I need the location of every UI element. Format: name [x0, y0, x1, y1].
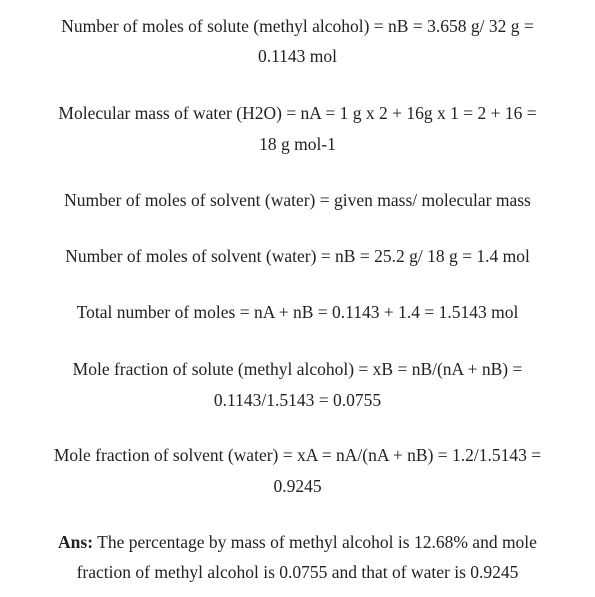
solute-moles-result: 0.1143 mol [257, 46, 338, 66]
answer-label: Ans: [58, 532, 94, 552]
solute-mole-fraction-line: Mole fraction of solute (methyl alcohol) = xB = nB/(nA + nB) = [72, 359, 523, 379]
solvent-moles-formula: Number of moles of solvent (water) = given mass/ molecular mass [64, 190, 531, 210]
water-molecular-mass-line: Molecular mass of water (H2O) = nA = 1 g x 2 + 16g x 1 = 2 + 16 = [58, 103, 537, 123]
total-moles-line: Total number of moles = nA + nB = 0.1143 + 1.4 = 1.5143 mol [76, 302, 519, 322]
solute-moles-line: Number of moles of solute (methyl alcohol) = nB = 3.658 g/ 32 g = [61, 16, 534, 36]
solute-mole-fraction-result: 0.1143/1.5143 = 0.0755 [213, 390, 382, 410]
water-molecular-mass-result: 18 g mol-1 [259, 134, 336, 154]
solvent-mole-fraction-result: 0.9245 [273, 476, 322, 496]
solvent-mole-fraction-line: Mole fraction of solvent (water) = xA = nA/(nA + nB) = 1.2/1.5143 = [53, 445, 542, 465]
answer-line-1 [0, 531, 595, 553]
answer-line-2: fraction of methyl alcohol is 0.0755 and that of water is 0.9245 [76, 562, 519, 582]
solvent-moles-line: Number of moles of solvent (water) = nB = 25.2 g/ 18 g = 1.4 mol [65, 246, 530, 266]
answer-text-1: The percentage by mass of methyl alcohol is 12.68% and mole [97, 532, 537, 552]
